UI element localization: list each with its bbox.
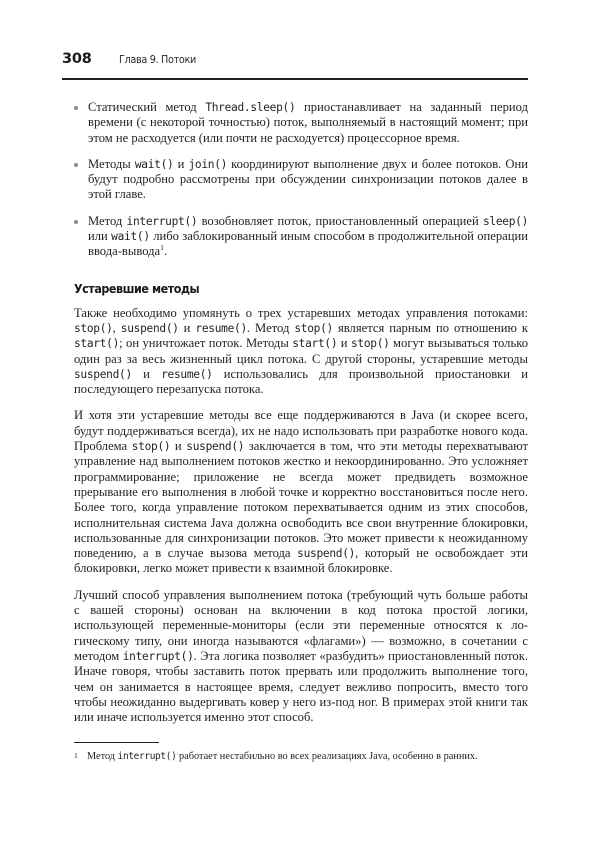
code-suspend: suspend() <box>297 547 356 561</box>
bullet-text-post: приостанавливает на заданный период времени (с некоторой точностью) поток, выполняемый в настоящий момент; при этом не расходуется (или почти не расходуется) процессорное время. <box>88 100 529 145</box>
paragraph-recommended-approach <box>74 588 528 726</box>
bullet-text-post: координируют выполнение двух и более потоков. Они будут подробно рассмотрены при обсуждении синхронизации потоков далее в этой главе. <box>88 156 528 202</box>
code-start: start() <box>74 337 120 351</box>
code-stop: stop() <box>131 440 171 454</box>
bullet-text-post: либо заблокированный иным способом в продолжительной операции ввода-вывода <box>88 229 528 259</box>
code-thread-sleep: Thread.sleep() <box>205 101 296 114</box>
text-run: Метод <box>87 751 118 762</box>
section-heading: Устаревшие методы <box>74 280 200 296</box>
text-run: работает нестабильно во всех реализациях Java, особенно в ранних. <box>176 751 478 762</box>
paragraph-deprecated-methods <box>74 306 528 398</box>
text-run: могут вызываться только один раз за весь жизненный цикл потока. С другой стороны, устаревшие методы <box>74 336 528 366</box>
bullet-text-mid2: или <box>88 229 112 244</box>
footnote-text <box>74 750 528 763</box>
text-run: . Эта логика позволяет «разбудить» приостановленный поток. Иначе говоря, чтобы заставить поток прервать или продолжить выполнение того, чем он занимается в настоящее время, следует вежливо попросить, вместо того чтобы неожиданно выдергивать ковер у него из-под ног. В примерах этой книги так или иначе используется именно этот способ. <box>74 648 528 725</box>
bullet-text-pre: Методы <box>88 156 135 171</box>
text-run: использовались для произвольной приостановки и последующего перезапуска потока. <box>74 366 528 397</box>
paragraph-why-deprecated <box>74 408 528 576</box>
code-stop: stop() <box>74 321 113 335</box>
chapter-title: Глава 9. Потоки <box>119 54 196 66</box>
text-run: является парным по отношению к <box>332 320 528 335</box>
code-resume: resume() <box>161 367 213 381</box>
list-item <box>74 157 528 203</box>
code-resume: resume() <box>195 321 247 335</box>
list-item <box>74 214 528 260</box>
bullet-text-pre: Статический метод <box>88 100 206 114</box>
footnote-divider <box>74 742 159 743</box>
spacer <box>74 577 528 588</box>
header-divider <box>62 78 528 80</box>
text-run: заключается в том, что эти методы перехватывают управление над выполнением потоков жестко и некоординированно. Это усложняет программирование; приложение не всегда может предвидеть возможное прерывание его выполнения в любой точке и корректно восстановиться после него. Более того, когда управление потоком перехватывается одним из этих способов, исполнительная система Java должна освободить все свои внутренние блокировки, использованные для синхронизации потоков. Это может привести к неожиданному поведению, а в случае вызова метода <box>74 439 528 561</box>
page-number: 308 <box>62 51 92 67</box>
code-stop: stop() <box>294 321 333 335</box>
bullet-text-mid: возобновляет поток, приостановленный операцией <box>197 213 483 228</box>
text-column <box>74 100 528 725</box>
code-interrupt: interrupt() <box>117 751 177 762</box>
code-wait: wait() <box>134 157 174 171</box>
running-head <box>62 50 528 76</box>
bullet-dot-icon <box>74 163 78 167</box>
code-start: start() <box>292 337 338 351</box>
code-wait: wait() <box>111 230 150 244</box>
code-sleep: sleep() <box>482 214 529 228</box>
bullet-dot-icon <box>74 220 78 224</box>
bullet-text-tail: . <box>163 244 168 259</box>
text-run: Лучший способ управления выполнением потока (требующий чуть больше работы с вашей стороны) основан на включении в код потока простой логики, использующей переменные-мониторы (если эти переменные относятся к логическому типу, они иногда называются «флагами») — возможно, в сочетании с методом <box>74 587 528 663</box>
text-run: и <box>131 366 162 381</box>
spacer <box>74 397 528 408</box>
bullet-text-pre: Метод <box>88 213 127 228</box>
code-interrupt: interrupt() <box>126 214 198 228</box>
spacer <box>74 297 528 306</box>
bullet-text-mid: и <box>173 156 189 171</box>
methods-bullet-list <box>74 100 528 260</box>
text-run: и <box>337 336 351 351</box>
code-suspend: suspend() <box>120 321 179 335</box>
text-run: . Метод <box>246 320 295 335</box>
text-run: ; он уничтожает поток. Методы <box>119 336 293 351</box>
footnote-block <box>74 742 528 763</box>
footnote-marker: 1 <box>74 751 78 760</box>
code-join: join() <box>188 157 228 171</box>
text-run: , который не освобождает эти блокировки, легко может привести к взаимной блокировке. <box>74 546 528 576</box>
text-run: Также необходимо упомянуть о трех устаревших методах управления потоками: <box>74 305 528 320</box>
code-interrupt: interrupt() <box>122 649 194 663</box>
text-run: , <box>112 320 121 335</box>
bullet-dot-icon <box>74 106 78 110</box>
code-suspend: suspend() <box>186 440 245 454</box>
text-run: и <box>170 439 187 454</box>
text-run: И хотя эти устаревшие методы все еще поддерживаются в Java (и скорее всего, будут поддерживаться всегда), их не надо использовать при разработке нового кода. Проблема <box>74 408 528 454</box>
code-suspend: suspend() <box>74 367 132 381</box>
list-item <box>74 100 528 146</box>
spacer <box>74 260 528 281</box>
footnote-reference: 1 <box>160 243 164 253</box>
text-run: и <box>178 320 196 335</box>
code-stop: stop() <box>350 337 390 351</box>
